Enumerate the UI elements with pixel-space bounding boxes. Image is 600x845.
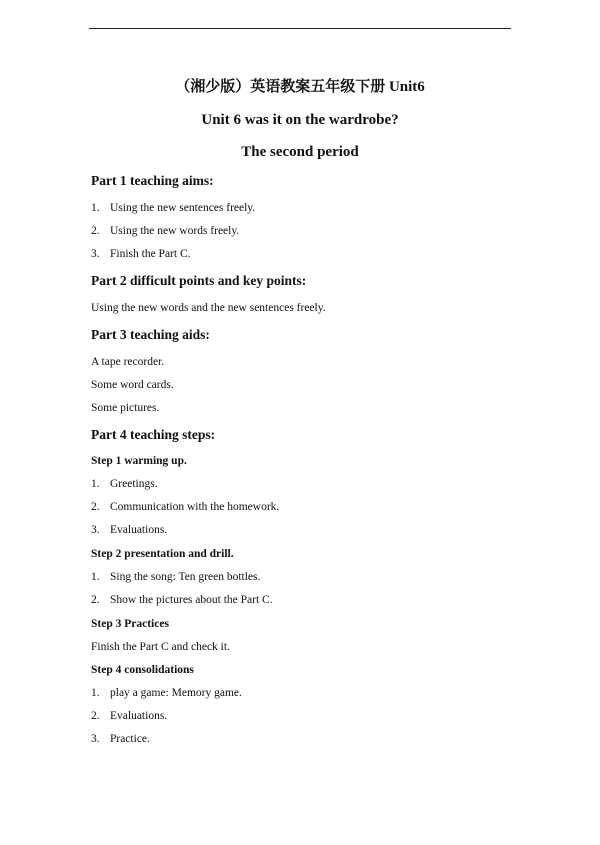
part2-text: Using the new words and the new sentences freely.	[91, 302, 326, 314]
list-item	[91, 246, 511, 263]
step3-text: Finish the Part C and check it.	[91, 641, 230, 653]
step3-heading: Step 3 Practices	[91, 618, 169, 630]
list-item	[91, 223, 511, 240]
list-number: 2.	[91, 501, 100, 513]
list-item: A tape recorder.	[91, 356, 165, 368]
list-text: Practice.	[110, 733, 150, 745]
list-text: Sing the song: Ten green bottles.	[110, 571, 261, 583]
list-item	[91, 685, 511, 702]
list-number: 2.	[91, 594, 100, 606]
list-text: Evaluations.	[110, 710, 168, 722]
list-number: 1.	[91, 687, 100, 699]
list-number: 2.	[91, 710, 100, 722]
list-item: Some word cards.	[91, 379, 174, 391]
list-number: 1.	[91, 478, 100, 490]
list-number: 3.	[91, 524, 100, 536]
part1-heading: Part 1 teaching aims:	[91, 173, 214, 188]
list-number: 1.	[91, 202, 100, 214]
unit-subtitle: Unit 6 was it on the wardrobe?	[201, 112, 399, 128]
list-text: Using the new sentences freely.	[110, 202, 256, 214]
list-number: 3.	[91, 733, 100, 745]
list-item	[91, 708, 511, 725]
document-body	[91, 76, 511, 748]
list-text: Show the pictures about the Part C.	[110, 594, 273, 606]
part2-heading: Part 2 difficult points and key points:	[91, 273, 307, 288]
list-text: Communication with the homework.	[110, 501, 280, 513]
list-item	[91, 200, 511, 217]
step2-heading: Step 2 presentation and drill.	[91, 548, 234, 560]
list-number: 3.	[91, 248, 100, 260]
list-item	[91, 731, 511, 748]
list-item: Some pictures.	[91, 402, 160, 414]
list-text: play a game: Memory game.	[110, 687, 242, 699]
list-text: Using the new words freely.	[110, 225, 240, 237]
document-title: （湘少版）英语教案五年级下册 Unit6	[175, 79, 425, 95]
list-number: 2.	[91, 225, 100, 237]
part3-heading: Part 3 teaching aids:	[91, 327, 210, 342]
step1-heading: Step 1 warming up.	[91, 455, 187, 467]
list-item	[91, 522, 511, 539]
part4-heading: Part 4 teaching steps:	[91, 427, 216, 442]
list-item	[91, 476, 511, 493]
period-title: The second period	[241, 144, 359, 160]
list-item	[91, 499, 511, 516]
list-text: Greetings.	[110, 478, 158, 490]
header-rule	[89, 28, 511, 29]
list-item	[91, 569, 511, 586]
step4-heading: Step 4 consolidations	[91, 664, 194, 676]
list-number: 1.	[91, 571, 100, 583]
list-text: Evaluations.	[110, 524, 168, 536]
list-item	[91, 592, 511, 609]
list-text: Finish the Part C.	[110, 248, 191, 260]
